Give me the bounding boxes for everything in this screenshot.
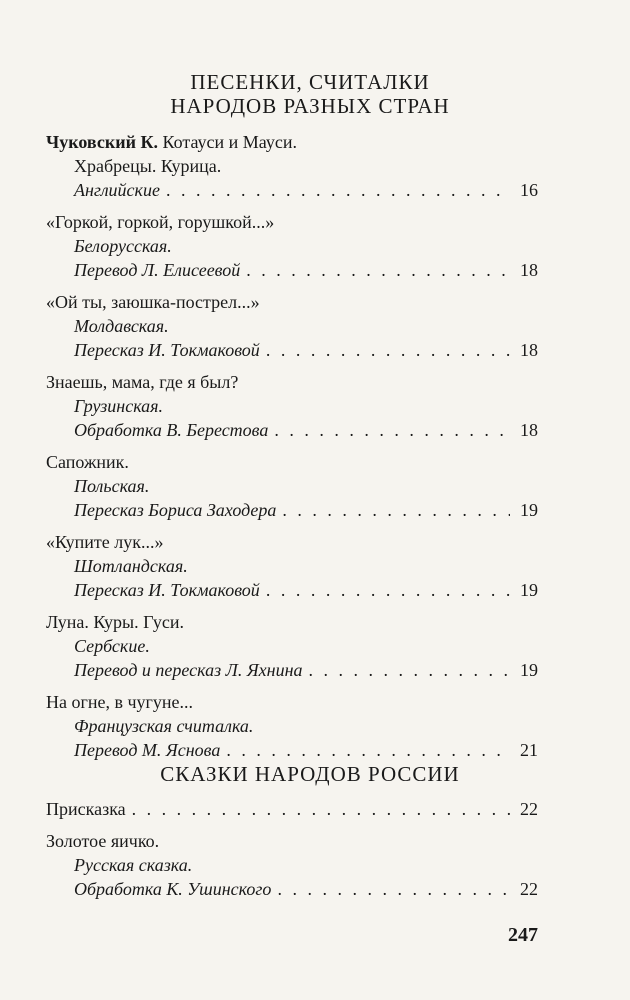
entry-page-number: 16	[520, 180, 538, 200]
entry-title: На огне, в чугуне...	[46, 692, 194, 712]
entry-author: Чуковский К.	[46, 132, 158, 152]
entry-translator: Пересказ И. Токмаковой	[74, 340, 260, 360]
dot-leader	[166, 178, 510, 202]
entry-page-number: 22	[520, 879, 538, 899]
dot-leader	[274, 418, 510, 442]
dot-leader	[226, 738, 510, 762]
entry-title: Котауси и Мауси.	[158, 132, 297, 152]
dot-leader	[277, 877, 510, 901]
entry-page-number: 18	[520, 340, 538, 360]
entry-translator: Перевод Л. Елисеевой	[74, 260, 241, 280]
entry-page-number: 19	[520, 660, 538, 680]
entry-translator: Пересказ Бориса Заходера	[74, 500, 277, 520]
page-number: 247	[508, 924, 538, 946]
entry-title: Луна. Куры. Гуси.	[46, 612, 184, 632]
toc-entry	[46, 690, 538, 762]
toc-entry	[46, 610, 538, 682]
toc-list-tales	[46, 797, 538, 909]
entry-translator: Обработка К. Ушинского	[74, 879, 272, 899]
toc-entry	[46, 797, 538, 821]
entry-origin: Шотландская.	[74, 556, 188, 576]
toc-entry	[46, 530, 538, 602]
section-title-line-2: НАРОДОВ РАЗНЫХ СТРАН	[170, 94, 450, 118]
dot-leader	[309, 658, 510, 682]
dot-leader	[282, 498, 510, 522]
entry-origin: Русская сказка.	[74, 855, 193, 875]
toc-entry	[46, 130, 538, 202]
entry-page-number: 19	[520, 500, 538, 520]
toc-list-songs	[46, 130, 538, 770]
entry-origin: Французская считалка.	[74, 716, 254, 736]
toc-entry	[46, 450, 538, 522]
entry-origin: Английские	[74, 180, 160, 200]
dot-leader	[132, 797, 510, 821]
entry-title: Знаешь, мама, где я был?	[46, 372, 239, 392]
dot-leader	[246, 258, 510, 282]
entry-translator: Обработка В. Берестова	[74, 420, 269, 440]
entry-page-number: 18	[520, 420, 538, 440]
entry-title: Присказка	[46, 799, 126, 819]
entry-translator: Пересказ И. Токмаковой	[74, 580, 260, 600]
entry-title: «Ой ты, заюшка-пострел...»	[46, 292, 260, 312]
section-title-tales: СКАЗКИ НАРОДОВ РОССИИ	[160, 762, 460, 786]
entry-origin: Польская.	[74, 476, 150, 496]
toc-entry	[46, 290, 538, 362]
entry-title: Золотое яичко.	[46, 831, 160, 851]
entry-page-number: 18	[520, 260, 538, 280]
toc-entry	[46, 829, 538, 901]
entry-origin: Грузинская.	[74, 396, 164, 416]
entry-translator: Перевод М. Яснова	[74, 740, 221, 760]
entry-title-cont: Храбрецы. Курица.	[74, 156, 222, 176]
entry-title: «Купите лук...»	[46, 532, 164, 552]
toc-entry	[46, 210, 538, 282]
entry-page-number: 19	[520, 580, 538, 600]
entry-origin: Молдавская.	[74, 316, 169, 336]
section-title-songs	[40, 70, 580, 118]
entry-title: Сапожник.	[46, 452, 129, 472]
entry-translator: Перевод и пересказ Л. Яхнина	[74, 660, 303, 680]
toc-entry	[46, 370, 538, 442]
entry-title: «Горкой, горкой, горушкой...»	[46, 212, 275, 232]
dot-leader	[266, 578, 510, 602]
entry-origin: Белорусская.	[74, 236, 172, 256]
section-title-line-1: ПЕСЕНКИ, СЧИТАЛКИ	[190, 70, 430, 94]
entry-page-number: 22	[520, 799, 538, 819]
entry-page-number: 21	[520, 740, 538, 760]
dot-leader	[266, 338, 510, 362]
entry-origin: Сербские.	[74, 636, 150, 656]
